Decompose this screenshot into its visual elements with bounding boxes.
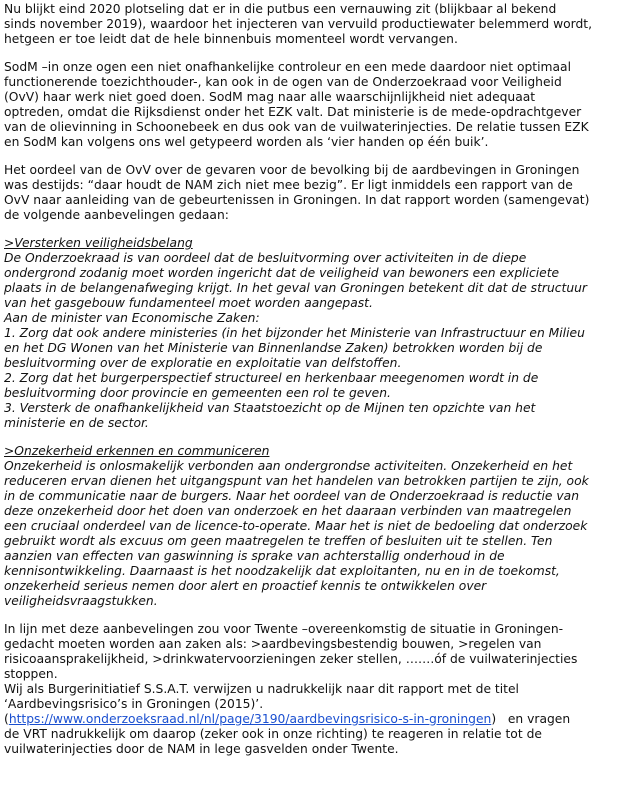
text-line: Onzekerheid is onlosmakelijk verbonden aan ondergrondse activiteiten. Onzekerheid en het — [4, 459, 573, 473]
text-line: plaats in de belangenafweging krijgt. In het geval van Groningen betekent dit dat de structuur — [4, 281, 587, 295]
link-trailing-text: en vragen — [496, 712, 571, 726]
text-line: aanzien van effecten van gaswinning is sprake van achterstallig onderhoud in de — [4, 549, 505, 563]
text-line: de VRT nadrukkelijk om daarop (zeker ook in onze richting) te reageren in relatie tot de — [4, 727, 542, 741]
text-line: Wij als Burgerinitiatief S.S.A.T. verwijzen u nadrukkelijk naar dit rapport met de titel — [4, 682, 519, 696]
text-line: besluitvorming door provincie en gemeenten een rol te geven. — [4, 386, 391, 400]
paragraph-ovv-oordeel — [4, 163, 622, 223]
text-line: kennisontwikkeling. Daarnaast is het noodzakelijk dat exploitanten, nu en in de toekomst, — [4, 564, 560, 578]
text-line: risicoaansprakelijkheid, >drinkwatervoorzieningen zeker stellen, …….óf de vuilwaterinjecties — [4, 652, 578, 666]
text-line: SodM –in onze ogen een niet onafhankelijke controleur en een mede daardoor niet optimaal — [4, 60, 572, 74]
paren-open: ( — [4, 712, 9, 726]
text-line: en SodM kan volgens ons wel getypeerd worden als ‘vier handen op één buik’. — [4, 135, 489, 149]
text-line: De Onderzoekraad is van oordeel dat de besluitvorming over activiteiten in de diepe — [4, 251, 527, 265]
text-line: besluitvorming over de exploratie en exploitatie van delfstoffen. — [4, 356, 402, 370]
text-line: reduceren ervan dienen het uitgangspunt van het handelen van betrokken partijen te zijn, ook — [4, 474, 589, 488]
text-line: ministerie en de sector. — [4, 416, 149, 430]
text-line: van de olievinning in Schoonebeek en dus ook van de vuilwaterinjecties. De relatie tussen EZK — [4, 120, 589, 134]
section-veiligheidsbelang — [4, 236, 622, 431]
text-line: OvV naar aanleiding van de gebeurtenissen in Groningen. In dat rapport worden (samengevat) — [4, 193, 590, 207]
text-line: Aan de minister van Economische Zaken: — [4, 311, 260, 325]
list-item: 3. Versterk de onafhankelijkheid van Staatstoezicht op de Mijnen ten opzichte van het — [4, 401, 536, 415]
section-heading: >Versterken veiligheidsbelang — [4, 236, 193, 250]
text-line: de volgende aanbevelingen gedaan: — [4, 208, 229, 222]
text-line: veiligheidsvraagstukken. — [4, 594, 158, 608]
text-line: sinds november 2019), waardoor het injecteren van vervuild productiewater belemmerd wordt, — [4, 17, 593, 31]
text-line: Nu blijkt eind 2020 plotseling dat er in die putbus een vernauwing zit (blijkbaar al bekend — [4, 2, 557, 16]
report-link[interactable]: https://www.onderzoeksraad.nl/nl/page/3190/aardbevingsrisico-s-in-groningen — [8, 712, 492, 726]
paragraph-putbus — [4, 2, 622, 47]
text-line: was destijds: “daar houdt de NAM zich niet mee bezig”. Er ligt inmiddels een rapport van de — [4, 178, 573, 192]
text-line: gedacht moeten worden aan zaken als: >aardbevingsbestendig bouwen, >regelen van — [4, 637, 542, 651]
paragraph-twente — [4, 622, 622, 757]
text-line: hetgeen er toe leidt dat de hele binnenbuis momenteel wordt vervangen. — [4, 32, 458, 46]
text-line: deze onzekerheid door het doen van onderzoek en het daaraan verbinden van maatregelen — [4, 504, 572, 518]
text-line: een cruciaal onderdeel van de licence-to-operate. Maar het is niet de bedoeling dat onderzoek — [4, 519, 588, 533]
text-line: en het DG Wonen van het Ministerie van Binnenlandse Zaken) betrokken worden bij de — [4, 341, 543, 355]
text-line: optreden, omdat die Rijksdienst onder het EZK valt. Dat ministerie is de mede-opdrachtgever — [4, 105, 582, 119]
section-heading: >Onzekerheid erkennen en communiceren — [4, 444, 270, 458]
text-line: vuilwaterinjecties door de NAM in lege gasvelden onder Twente. — [4, 742, 399, 756]
list-item: 1. Zorg dat ook andere ministeries (in het bijzonder het Ministerie van Infrastructuur en Milieu — [4, 326, 585, 340]
document-page — [4, 2, 622, 757]
text-line: Het oordeel van de OvV over de gevaren voor de bevolking bij de aardbevingen in Groningen — [4, 163, 580, 177]
text-line: in de communicatie naar de burgers. Naar het oordeel van de Onderzoekraad is reductie van — [4, 489, 579, 503]
text-line: van het gasgebouw fundamenteel moet worden aangepast. — [4, 296, 373, 310]
list-item: 2. Zorg dat het burgerperspectief structureel en herkenbaar meegenomen wordt in de — [4, 371, 539, 385]
text-line: onzekerheid serieus nemen door alert en proactief kennis te ontwikkelen over — [4, 579, 487, 593]
text-line: ‘Aardbevingsrisico’s in Groningen (2015)’. — [4, 697, 264, 711]
text-line: ondergrond zodanig moet worden ingericht dat de veiligheid van bewoners een expliciete — [4, 266, 560, 280]
text-line: functionerende toezichthouder-, kan ook in de ogen van de Onderzoekraad voor Veiligheid — [4, 75, 562, 89]
paren-close: ) — [491, 712, 497, 726]
link-line — [4, 712, 622, 727]
text-line: gebruikt wordt als excuus om geen maatregelen te treffen of besluiten uit te stellen. Ten — [4, 534, 553, 548]
paragraph-sodm — [4, 60, 622, 150]
text-line: (OvV) haar werk niet goed doen. SodM mag naar alle waarschijnlijkheid niet adequaat — [4, 90, 536, 104]
text-line: stoppen. — [4, 667, 58, 681]
section-onzekerheid — [4, 444, 622, 609]
text-line: In lijn met deze aanbevelingen zou voor Twente –overeenkomstig de situatie in Groningen- — [4, 622, 564, 636]
